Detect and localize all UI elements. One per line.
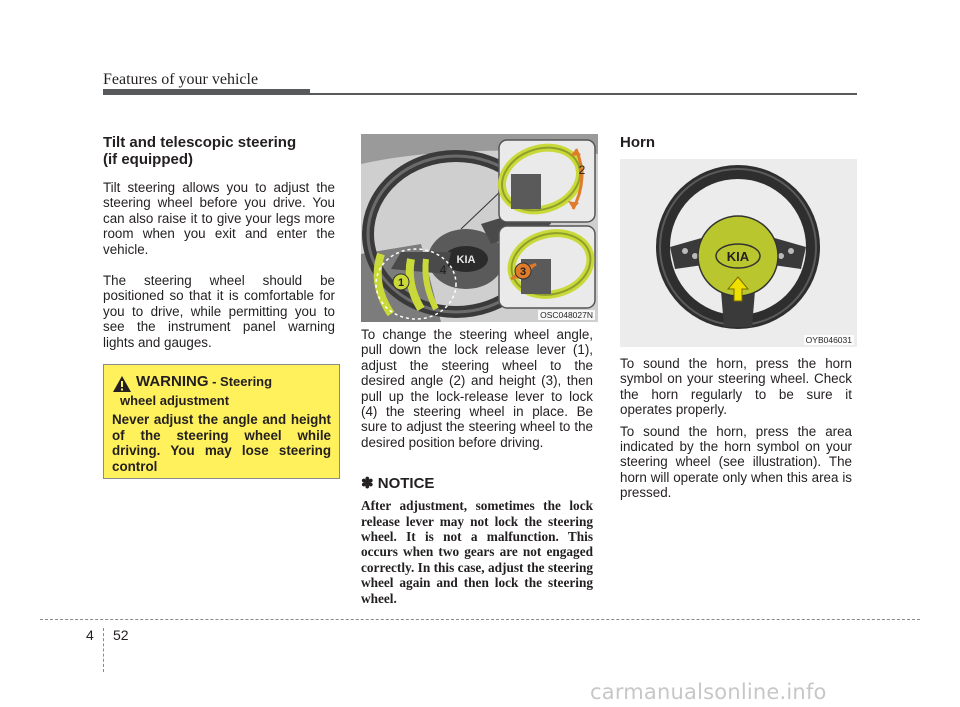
footer-rule: [40, 619, 920, 620]
warning-text: Never adjust the angle and height of the steering wheel while driving. You may lose steering control: [112, 412, 331, 474]
callout-2-label: 2: [578, 163, 586, 177]
header-rule-thin: [310, 93, 857, 95]
callout-1-label: 1: [397, 277, 405, 289]
paragraph-tilt-intro: Tilt steering allows you to adjust the steering wheel before you drive. You can also raise it to give your legs more room when you exit and enter the vehicle.: [103, 180, 335, 257]
warning-header: [112, 373, 331, 393]
column-horn: [620, 134, 852, 501]
horn-drawing: [620, 159, 857, 347]
paragraph-adjust-steps: To change the steering wheel angle, pull down the lock release lever (1), adjust the steering wheel to the desired angle (2) and height (3), then pull up the lock-release lever to lock (4) the steering wheel in place. Be sure to adjust the steering wheel to the desired position before driving.: [361, 327, 593, 450]
page-number: 52: [113, 627, 129, 643]
column-adjustment: [361, 134, 593, 606]
horn-logo-text: KIA: [726, 249, 750, 264]
steering-adjust-drawing: [361, 134, 598, 322]
warning-triangle-icon: [112, 375, 132, 393]
watermark-text: carmanualsonline.info: [590, 680, 827, 704]
warning-subtitle-b: wheel adjustment: [120, 393, 230, 408]
callout-3-label: 3: [519, 266, 527, 278]
notice-heading: [361, 474, 593, 492]
steering-adjust-illustration: [361, 134, 598, 322]
section-heading-horn: Horn: [620, 134, 655, 151]
section-heading-tilt-steering: Tilt and telescopic steering (if equipped): [103, 134, 297, 168]
footer-divider: [103, 628, 104, 672]
paragraph-tilt-position: The steering wheel should be positioned so that it is comfortable for you to drive, while permitting you to see the instrument panel warning lights and gauges.: [103, 273, 335, 350]
figure-code-1: OSC048027N: [540, 310, 593, 320]
warning-label: WARNING: [136, 373, 209, 390]
horn-illustration: [620, 159, 857, 347]
page-header-title: Features of your vehicle: [103, 71, 259, 88]
figure-code-2: OYB046031: [805, 335, 852, 345]
callout-4-label: 4: [439, 263, 447, 277]
notice-title: NOTICE: [377, 475, 435, 493]
notice-text: After adjustment, sometimes the lock release lever may not lock the steering wheel. It is not a malfunction. This occurs when two gears are not engaged correctly. In this case, adjust the steering wheel again and then lock the steering wheel.: [361, 498, 593, 606]
paragraph-horn-area: To sound the horn, press the area indicated by the horn symbol on your steering wheel (see illustration). The horn will operate only when this area is pressed.: [620, 423, 852, 501]
column-tilt-steering: [103, 134, 335, 350]
steering-logo-text-1: KIA: [456, 254, 476, 266]
notice-star-icon: ✽: [361, 475, 374, 493]
page-chapter-number: 4: [86, 627, 94, 643]
header-rule-thick: [103, 89, 310, 95]
paragraph-horn-check: To sound the horn, press the horn symbol on your steering wheel. Check the horn regularly to be sure it operates properly.: [620, 356, 852, 418]
warning-box: [103, 364, 340, 479]
warning-subtitle-a: - Steering: [208, 374, 273, 389]
